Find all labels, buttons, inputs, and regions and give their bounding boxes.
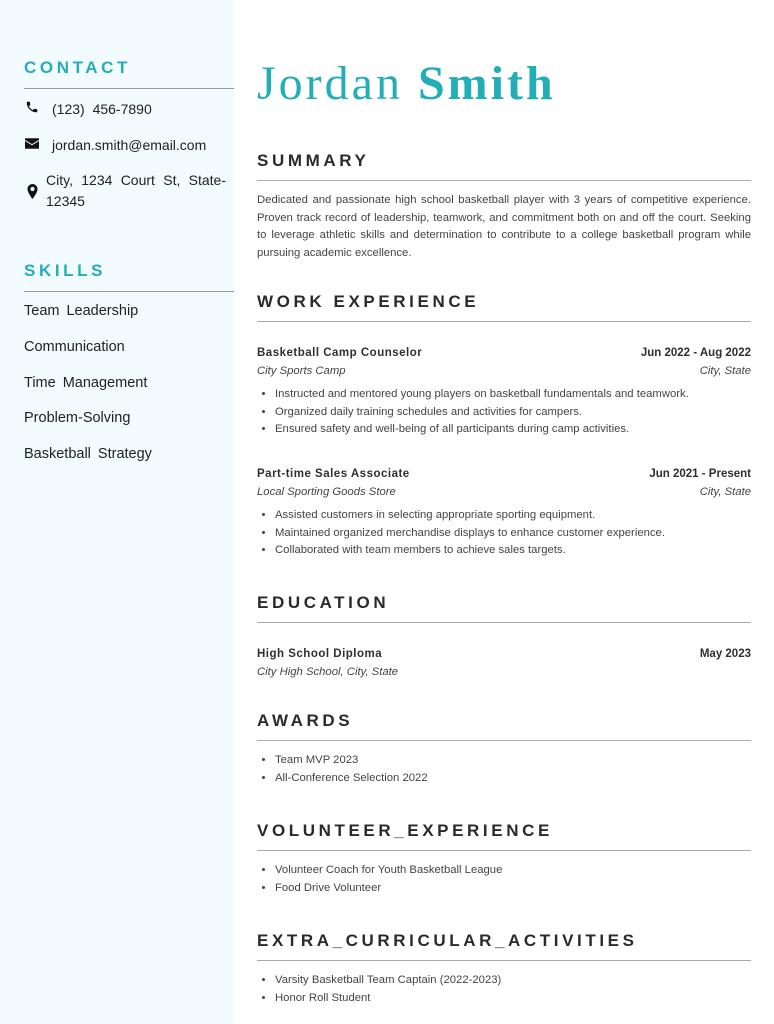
job-bullets [275, 386, 689, 439]
skill-item: Problem-Solving [24, 410, 131, 426]
last-name: Smith [417, 57, 556, 110]
skills-divider [24, 291, 234, 292]
email-text[interactable]: jordan.smith@email.com [52, 137, 207, 153]
award-item: • All-Conference Selection 2022 [275, 770, 428, 788]
envelope-icon [24, 135, 40, 151]
job-bullets [275, 507, 665, 560]
summary-title: SUMMARY [257, 151, 370, 170]
degree: High School Diploma [257, 648, 383, 660]
phone-text: (123) 456-7890 [52, 101, 152, 117]
job-bullet: • Collaborated with team members to achieve sales targets. [275, 542, 665, 560]
summary-text: Dedicated and passionate high school basketball player with 3 years of competitive experience. Proven track record of leadership, teamwork, and commitment both on and off the court. Seeking to leverage athletic skills and determination to contribute to a college basketball program while pursuing academic excellence. [257, 194, 751, 259]
job-title: Part-time Sales Associate [257, 468, 410, 480]
extracurricular-divider [257, 960, 751, 961]
first-name: Jordan [257, 57, 403, 110]
school: City High School, City, State [257, 666, 399, 678]
extracurricular-item: • Honor Roll Student [275, 990, 501, 1008]
contact-phone [24, 99, 226, 120]
job-title: Basketball Camp Counselor [257, 347, 423, 359]
graduation-date: May 2023 [699, 648, 751, 660]
award-item: • Team MVP 2023 [275, 752, 428, 770]
extracurricular-list [275, 972, 501, 1007]
skill-item: Time Management [24, 375, 148, 391]
phone-icon [24, 99, 40, 115]
extracurricular-title: EXTRA_CURRICULAR_ACTIVITIES [257, 931, 638, 950]
sidebar [0, 0, 234, 1024]
job-bullet: • Ensured safety and well-being of all participants during camp activities. [275, 421, 689, 439]
volunteer-title: VOLUNTEER_EXPERIENCE [257, 821, 553, 840]
skills-title: SKILLS [24, 261, 107, 280]
address-text: City, 1234 Court St, State-12345 [46, 172, 226, 209]
education-title: EDUCATION [257, 593, 390, 612]
summary-divider [257, 180, 751, 181]
work-title: WORK EXPERIENCE [257, 292, 480, 311]
job-org: Local Sporting Goods Store [257, 486, 396, 498]
candidate-name [257, 56, 556, 111]
map-pin-icon [24, 183, 40, 199]
volunteer-item: • Food Drive Volunteer [275, 880, 502, 898]
volunteer-item: • Volunteer Coach for Youth Basketball League [275, 862, 502, 880]
job-bullet: • Instructed and mentored young players on basketball fundamentals and teamwork. [275, 386, 689, 404]
job-org: City Sports Camp [257, 365, 346, 377]
job-bullet: • Organized daily training schedules and activities for campers. [275, 404, 689, 422]
skill-item: Basketball Strategy [24, 446, 152, 462]
work-divider [257, 321, 751, 322]
contact-address [24, 170, 226, 212]
contact-title: CONTACT [24, 58, 132, 77]
awards-list [275, 752, 428, 787]
contact-divider [24, 88, 234, 89]
job-bullet: • Maintained organized merchandise displays to enhance customer experience. [275, 525, 665, 543]
skill-item: Team Leadership [24, 303, 139, 319]
job-location: City, State [699, 365, 751, 377]
extracurricular-item: • Varsity Basketball Team Captain (2022-2023) [275, 972, 501, 990]
job-dates: Jun 2022 - Aug 2022 [640, 347, 751, 359]
awards-title: AWARDS [257, 711, 354, 730]
volunteer-list [275, 862, 502, 897]
job-bullet: • Assisted customers in selecting appropriate sporting equipment. [275, 507, 665, 525]
education-divider [257, 622, 751, 623]
skill-item: Communication [24, 339, 125, 355]
job-location: City, State [699, 486, 751, 498]
awards-divider [257, 740, 751, 741]
volunteer-divider [257, 850, 751, 851]
job-dates: Jun 2021 - Present [649, 468, 751, 480]
contact-email[interactable] [24, 135, 226, 156]
